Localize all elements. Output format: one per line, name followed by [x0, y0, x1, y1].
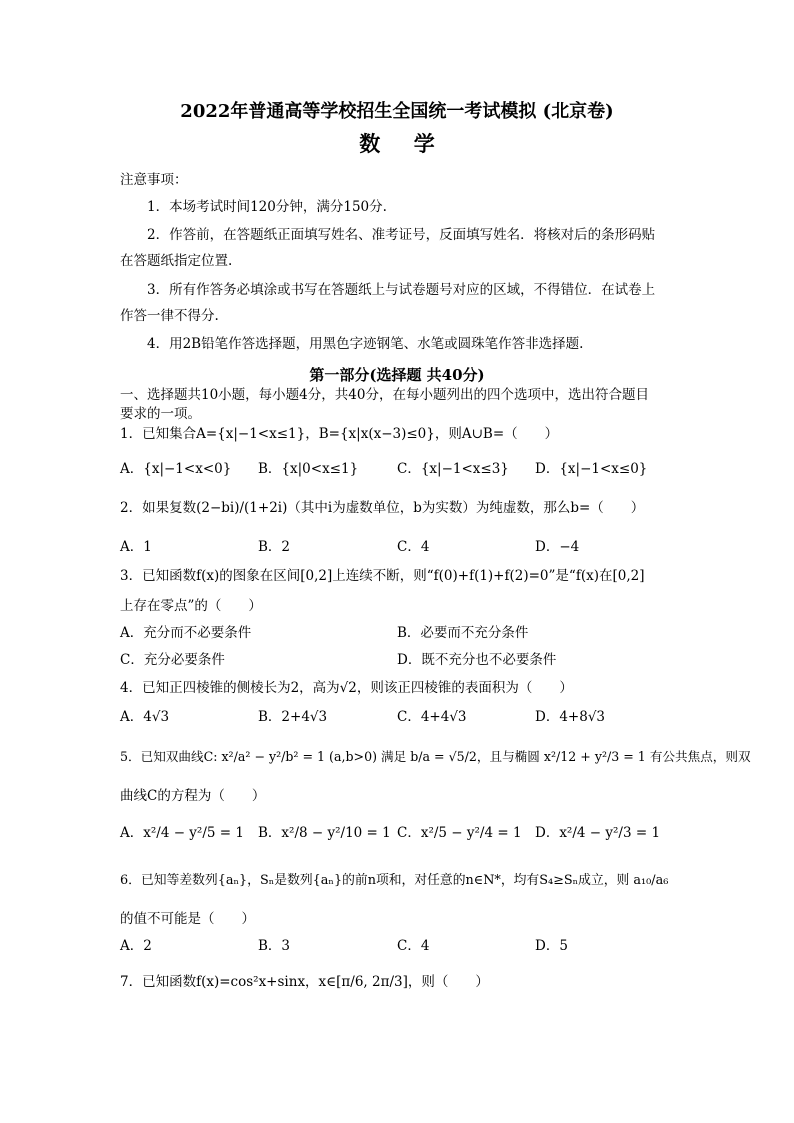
exam-title: 2022年普通高等学校招生全国统一考试模拟 (北京卷) [180, 101, 614, 122]
note-item: 4．用2B铅笔作答选择题，用黑色字迹钢笔、水笔或圆珠笔作答非选择题. [147, 336, 584, 352]
question-2-option-c: C．4 [397, 539, 430, 555]
note-item: 在答题纸指定位置. [120, 253, 233, 269]
subject-title: 数学 [359, 131, 469, 156]
question-5-stem-cont: 曲线C的方程为（ ） [120, 788, 266, 804]
question-3-option-b: B．必要而不充分条件 [397, 625, 529, 641]
question-3-option-c: C．充分必要条件 [120, 652, 225, 668]
note-item: 3．所有作答务必填涂或书写在答题纸上与试卷题号对应的区域，不得错位．在试卷上 [147, 282, 656, 298]
question-5-option-c: C．x²/5 − y²/4 = 1 [397, 825, 522, 841]
question-3-option-d: D．既不充分也不必要条件 [397, 652, 557, 668]
question-3-option-a: A．充分而不必要条件 [120, 625, 252, 641]
question-2-option-b: B．2 [258, 539, 291, 555]
question-5-option-a: A．x²/4 − y²/5 = 1 [120, 825, 244, 841]
note-item: 2．作答前，在答题纸正面填写姓名、准考证号，反面填写姓名．将核对后的条形码贴 [147, 227, 656, 243]
section-title: 第一部分(选择题 共40分) [309, 366, 485, 384]
question-1-stem: 1．已知集合A={x|−1<x≤1}，B={x|x(x−3)≤0}，则A∪B=（ ） [120, 426, 559, 442]
note-item: 1．本场考试时间120分钟，满分150分. [147, 199, 387, 215]
question-4-option-b: B．2+4√3 [258, 709, 328, 725]
question-1-option-d: D．{x|−1<x≤0} [535, 461, 648, 477]
section-intro: 一、选择题共10小题，每小题4分，共40分，在每小题列出的四个选项中，选出符合题目 [120, 387, 649, 403]
question-3-stem-cont: 上存在零点”的（ ） [120, 598, 262, 614]
question-2-stem: 2．如果复数(2−bi)/(1+2i)（其中i为虚数单位，b为实数）为纯虚数，那么b=（ ） [120, 500, 645, 516]
question-3-stem: 3．已知函数f(x)的图象在区间[0,2]上连续不断，则“f(0)+f(1)+f(2)=0”是“f(x)在[0,2] [120, 568, 645, 584]
question-1-option-b: B．{x|0<x≤1} [258, 461, 359, 477]
question-4-option-c: C．4+4√3 [397, 709, 467, 725]
question-6-option-c: C．4 [397, 938, 430, 954]
question-6-option-a: A．2 [120, 938, 152, 954]
question-5-stem: 5．已知双曲线C: x²/a² − y²/b² = 1 (a,b>0) 满足 b/a = √5/2，且与椭圆 x²/12 + y²/3 = 1 有公共焦点，则双 [120, 749, 751, 764]
question-6-stem: 6．已知等差数列{aₙ}，Sₙ是数列{aₙ}的前n项和，对任意的n∈N*，均有S₄≥Sₙ成立，则 a₁₀/a₆ [120, 873, 669, 888]
note-item: 作答一律不得分. [120, 308, 219, 324]
question-4-option-d: D．4+8√3 [535, 709, 606, 725]
question-7-stem: 7．已知函数f(x)=cos²x+sinx，x∈[π/6, 2π/3]，则（ ） [120, 974, 489, 990]
question-6-option-d: D．5 [535, 938, 568, 954]
question-5-option-b: B．x²/8 − y²/10 = 1 [258, 825, 391, 841]
notes-heading: 注意事项： [120, 172, 188, 188]
question-2-option-d: D．−4 [535, 539, 580, 555]
question-6-option-b: B．3 [258, 938, 291, 954]
question-6-stem-cont: 的值不可能是（ ） [120, 911, 255, 927]
question-2-option-a: A．1 [120, 539, 152, 555]
question-1-option-c: C．{x|−1<x≤3} [397, 461, 509, 477]
question-4-stem: 4．已知正四棱锥的侧棱长为2，高为√2，则该正四棱锥的表面积为（ ） [120, 680, 573, 696]
section-intro: 要求的一项。 [120, 406, 201, 422]
question-4-option-a: A．4√3 [120, 709, 170, 725]
question-1-option-a: A．{x|−1<x<0} [120, 461, 232, 477]
question-5-option-d: D．x²/4 − y²/3 = 1 [535, 825, 661, 841]
